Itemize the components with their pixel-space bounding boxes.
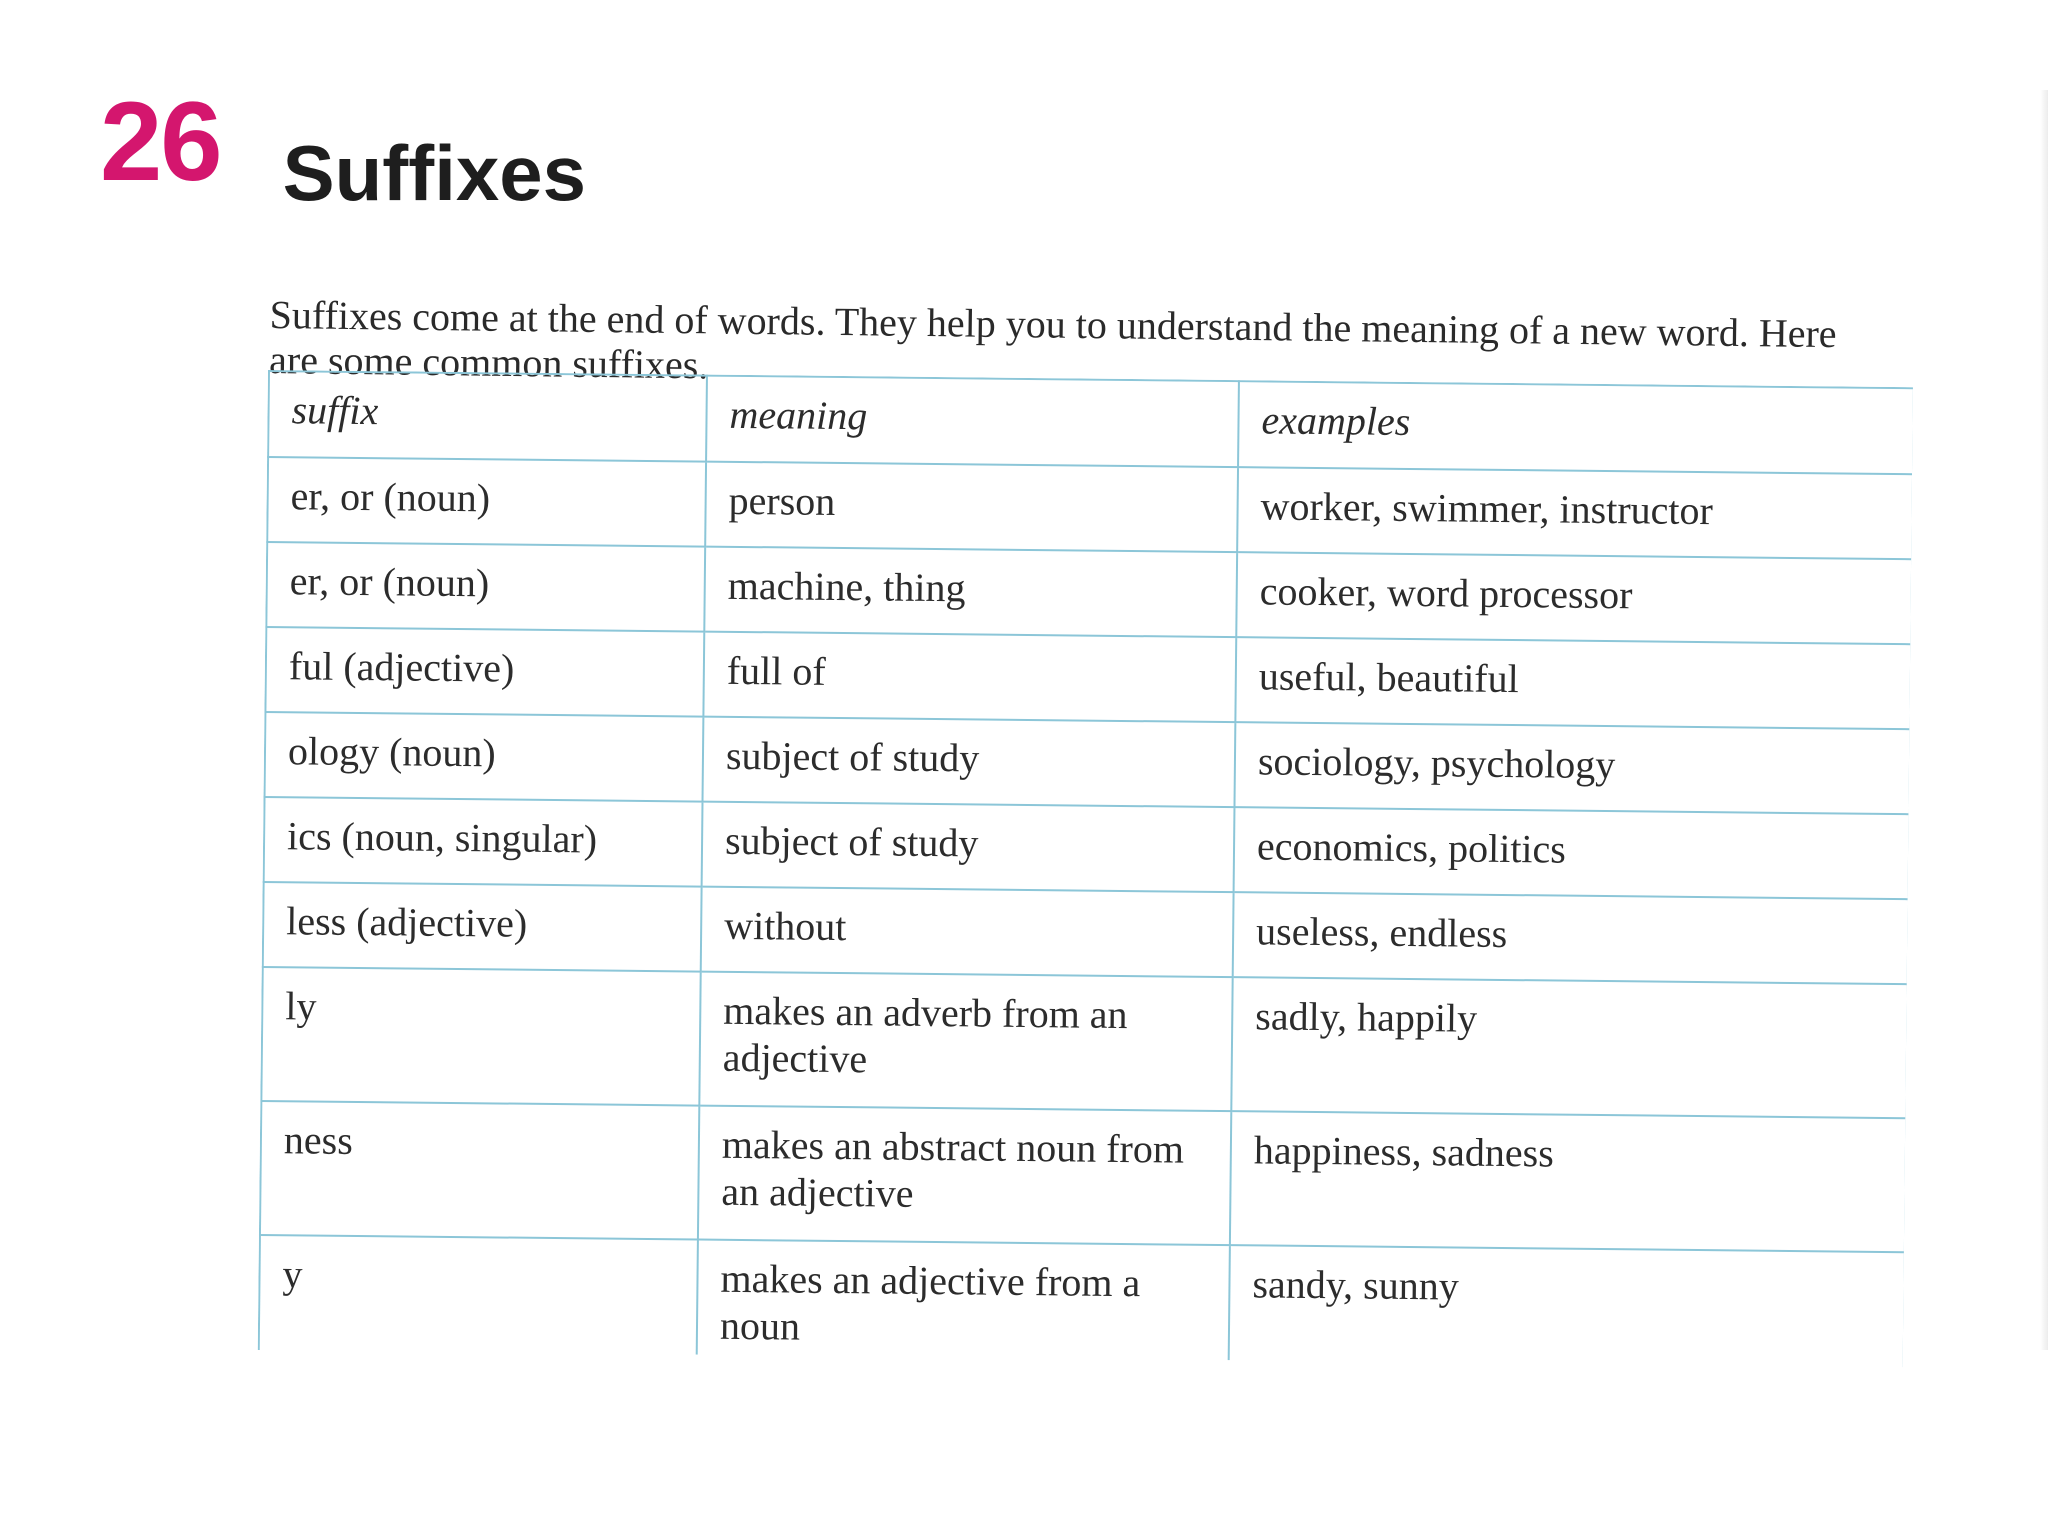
examples-cell: economics, politics	[1234, 807, 1910, 899]
suffix-cell: er, or (noun)	[267, 457, 706, 547]
examples-cell: cooker, word processor	[1236, 552, 1912, 644]
suffix-table-container	[258, 370, 1913, 1367]
examples-cell: useless, endless	[1233, 892, 1909, 984]
meaning-cell: makes an abstract noun from an adjective	[698, 1106, 1231, 1246]
suffix-cell: ology (noun)	[265, 712, 704, 802]
header-suffix: suffix	[268, 371, 707, 462]
examples-cell: worker, swimmer, instructor	[1237, 467, 1913, 559]
examples-cell: sadly, happily	[1231, 977, 1907, 1118]
meaning-cell: subject of study	[703, 717, 1236, 808]
table-row	[261, 967, 1907, 1118]
suffix-cell: ness	[260, 1101, 699, 1240]
suffix-cell: y	[259, 1235, 698, 1367]
header-meaning: meaning	[706, 376, 1239, 468]
unit-header	[100, 79, 587, 217]
suffix-table	[258, 370, 1913, 1367]
meaning-cell: machine, thing	[704, 547, 1237, 638]
examples-cell: sandy, sunny	[1228, 1245, 1904, 1367]
suffix-cell: ly	[261, 967, 700, 1106]
meaning-cell: full of	[703, 632, 1236, 723]
meaning-cell: without	[701, 887, 1234, 978]
examples-cell: useful, beautiful	[1235, 637, 1911, 729]
page-edge	[2040, 90, 2048, 1350]
suffix-cell: less (adjective)	[263, 882, 702, 972]
meaning-cell: makes an adverb from an adjective	[699, 972, 1232, 1112]
unit-title: Suffixes	[282, 129, 587, 217]
meaning-cell: subject of study	[702, 802, 1235, 893]
meaning-cell: person	[705, 462, 1238, 553]
suffix-cell: ful (adjective)	[265, 627, 704, 717]
suffix-cell: ics (noun, singular)	[264, 797, 703, 887]
meaning-cell: makes an adjective from a noun	[697, 1240, 1230, 1368]
suffix-cell: er, or (noun)	[266, 542, 705, 632]
examples-cell: happiness, sadness	[1230, 1111, 1906, 1252]
header-examples: examples	[1238, 381, 1913, 474]
intro-paragraph: Suffixes come at the end of words. They help you to understand the meaning of a new word. Here are some common suffixes.	[268, 292, 1837, 388]
table-row	[259, 1235, 1905, 1367]
unit-number: 26	[100, 79, 221, 204]
examples-cell: sociology, psychology	[1234, 722, 1910, 814]
table-row	[260, 1101, 1906, 1252]
